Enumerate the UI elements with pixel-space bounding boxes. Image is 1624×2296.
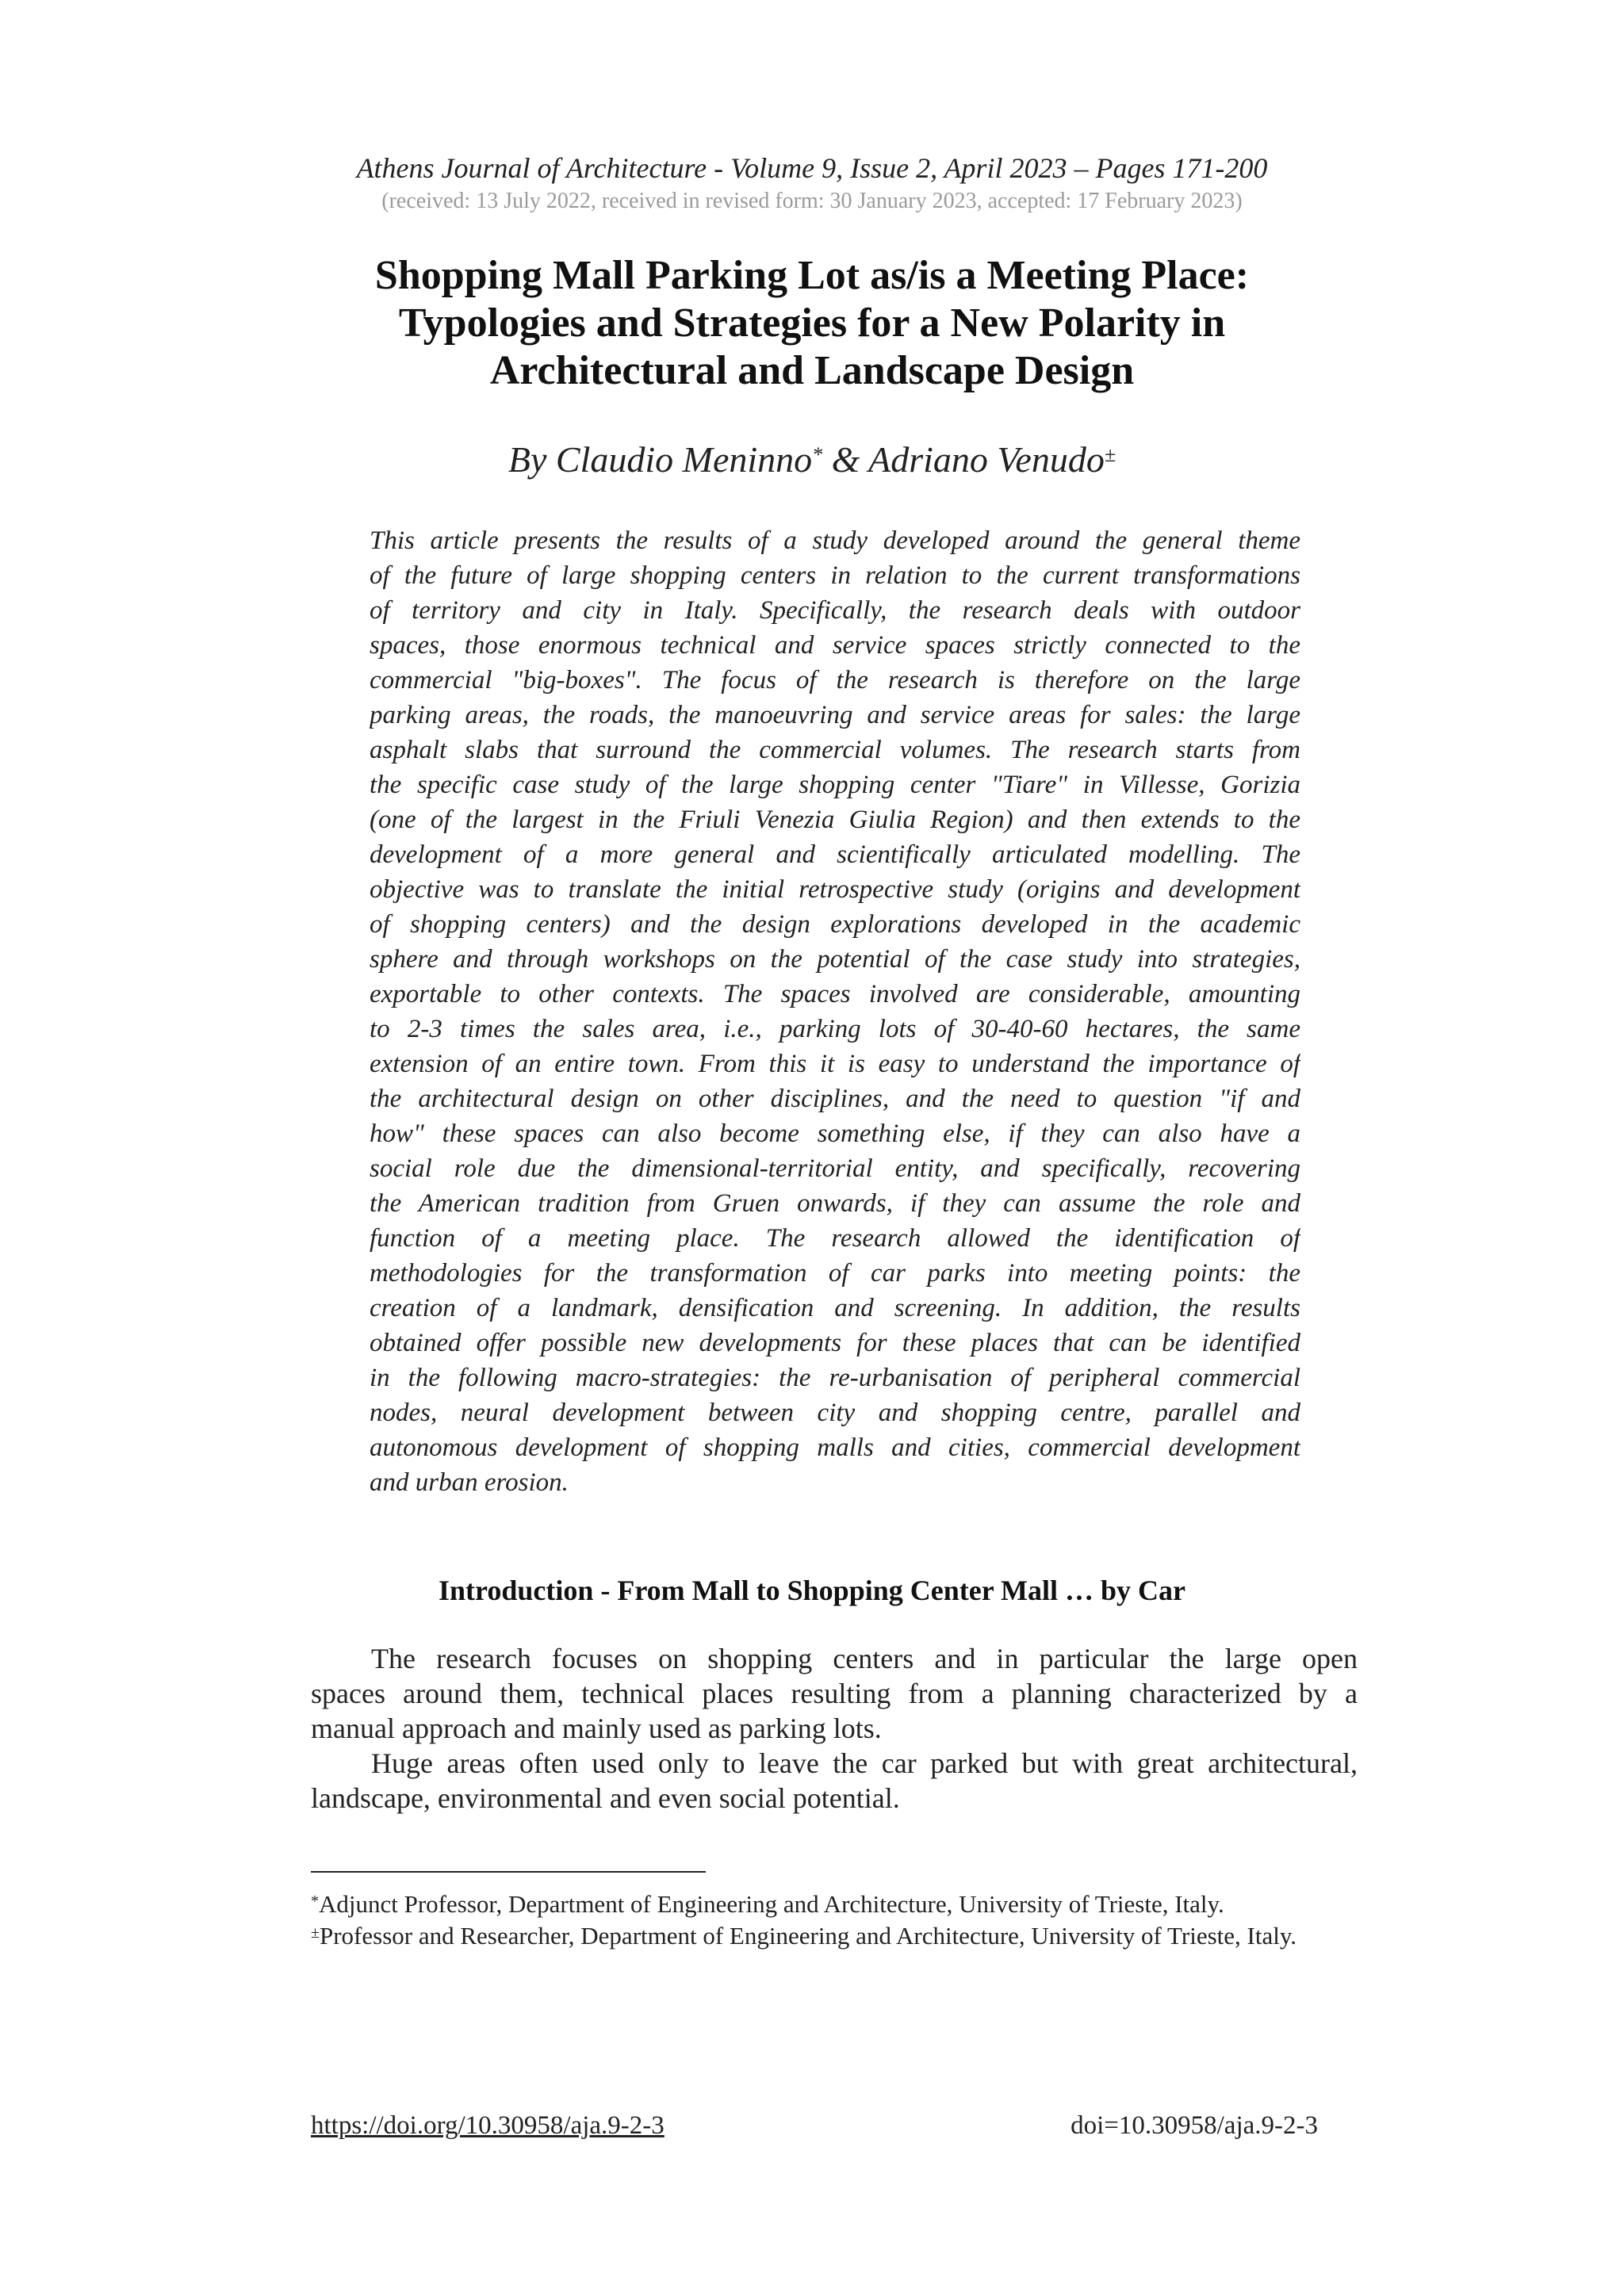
abstract-line: exportable to other contexts. The spaces involved are considerable, amounting (370, 980, 1300, 1008)
section-heading: Introduction - From Mall to Shopping Center Mall … by Car (438, 1575, 1186, 1606)
author-name: Adriano Venudo (868, 439, 1105, 480)
abstract-line: methodologies for the transformation of car parks into meeting points: the (370, 1259, 1300, 1288)
title-line: Architectural and Landscape Design (489, 348, 1135, 393)
byline-prefix: By (508, 439, 556, 480)
abstract-line: to 2-3 times the sales area, i.e., parking lots of 30-40-60 hectares, the same (370, 1015, 1300, 1043)
doi-link[interactable]: https://doi.org/10.30958/aja.9-2-3 (311, 2111, 665, 2140)
body-line: landscape, environmental and even social potential. (311, 1782, 900, 1814)
abstract-line: This article presents the results of a study developed around the general theme (370, 526, 1300, 555)
abstract-line: asphalt slabs that surround the commercial volumes. The research starts from (370, 736, 1300, 764)
doi-identifier: doi=10.30958/aja.9-2-3 (1071, 2111, 1318, 2140)
abstract-line: the architectural design on other disciplines, and the need to question "if and (370, 1085, 1300, 1113)
title-line: Typologies and Strategies for a New Polarity in (398, 300, 1226, 346)
body-paragraphs (311, 1641, 1358, 1816)
abstract-line: autonomous development of shopping malls and cities, commercial development (370, 1433, 1300, 1462)
footnote-item (311, 1888, 1365, 1920)
footnote-item (311, 1920, 1365, 1952)
submission-dates: (received: 13 July 2022, received in revised form: 30 January 2023, accepted: 17 February 2023) (381, 189, 1243, 213)
abstract-line: the American tradition from Gruen onwards, if they can assume the role and (370, 1189, 1300, 1218)
paper-title (0, 252, 1624, 395)
abstract-line: sphere and through workshops on the potential of the case study into strategies, (370, 945, 1300, 974)
abstract-line: obtained offer possible new developments for these places that can be identified (370, 1329, 1300, 1357)
abstract-line: function of a meeting place. The research allowed the identification of (370, 1224, 1300, 1253)
footnote-marker: * (812, 443, 823, 466)
abstract-line: of shopping centers) and the design explorations developed in the academic (370, 910, 1300, 939)
abstract-line: nodes, neural development between city and shopping centre, parallel and (370, 1399, 1300, 1427)
abstract-line: development of a more general and scientifically articulated modelling. The (370, 840, 1300, 869)
title-line: Shopping Mall Parking Lot as/is a Meeting Place: (374, 253, 1250, 298)
footnote-divider (311, 1871, 706, 1873)
author-separator: & (822, 439, 869, 480)
body-line: spaces around them, technical places resulting from a planning characterized by a (311, 1678, 1358, 1709)
abstract-line: (one of the largest in the Friuli Venezia Giulia Region) and then extends to the (370, 806, 1300, 834)
author-name: Claudio Meninno (555, 439, 813, 480)
footnote-text: Professor and Researcher, Department of Engineering and Architecture, University of Trieste, Italy. (319, 1922, 1297, 1950)
abstract-line: social role due the dimensional-territorial entity, and specifically, recovering (370, 1154, 1300, 1183)
abstract-line: the specific case study of the large shopping center "Tiare" in Villesse, Gorizia (370, 771, 1300, 799)
abstract-line: creation of a landmark, densification and screening. In addition, the results (370, 1294, 1300, 1322)
body-line: Huge areas often used only to leave the car parked but with great architectural, (371, 1747, 1358, 1779)
abstract-line: in the following macro-strategies: the re-urbanisation of peripheral commercial (370, 1364, 1300, 1392)
footnote-text: Adjunct Professor, Department of Engineering and Architecture, University of Trieste, Italy. (319, 1890, 1224, 1918)
abstract-line: of the future of large shopping centers in relation to the current transformations (370, 561, 1300, 590)
body-line: manual approach and mainly used as parking lots. (311, 1712, 882, 1744)
journal-header (0, 151, 1624, 216)
abstract-line: commercial "big-boxes". The focus of the research is therefore on the large (370, 666, 1300, 695)
abstract-line: spaces, those enormous technical and service spaces strictly connected to the (370, 631, 1300, 660)
abstract-line: how" these spaces can also become something else, if they can also have a (370, 1119, 1300, 1148)
abstract-line: parking areas, the roads, the manoeuvring and service areas for sales: the large (370, 701, 1300, 729)
abstract-line: objective was to translate the initial retrospective study (origins and development (370, 875, 1300, 904)
abstract-line: extension of an entire town. From this it is easy to understand the importance of (370, 1050, 1300, 1078)
footnote-marker: * (311, 1892, 319, 1910)
body-line: The research focuses on shopping centers and in particular the large open (371, 1643, 1358, 1674)
abstract-line: of territory and city in Italy. Specifically, the research deals with outdoor (370, 596, 1300, 625)
footnote-marker: ± (1104, 443, 1116, 466)
footnote-marker: ± (311, 1924, 320, 1942)
footnotes (311, 1888, 1365, 1952)
journal-citation: Athens Journal of Architecture - Volume 9, Issue 2, April 2023 – Pages 171-200 (356, 152, 1268, 184)
abstract (370, 523, 1300, 1500)
abstract-line: and urban erosion. (370, 1468, 569, 1497)
author-byline (0, 438, 1624, 482)
